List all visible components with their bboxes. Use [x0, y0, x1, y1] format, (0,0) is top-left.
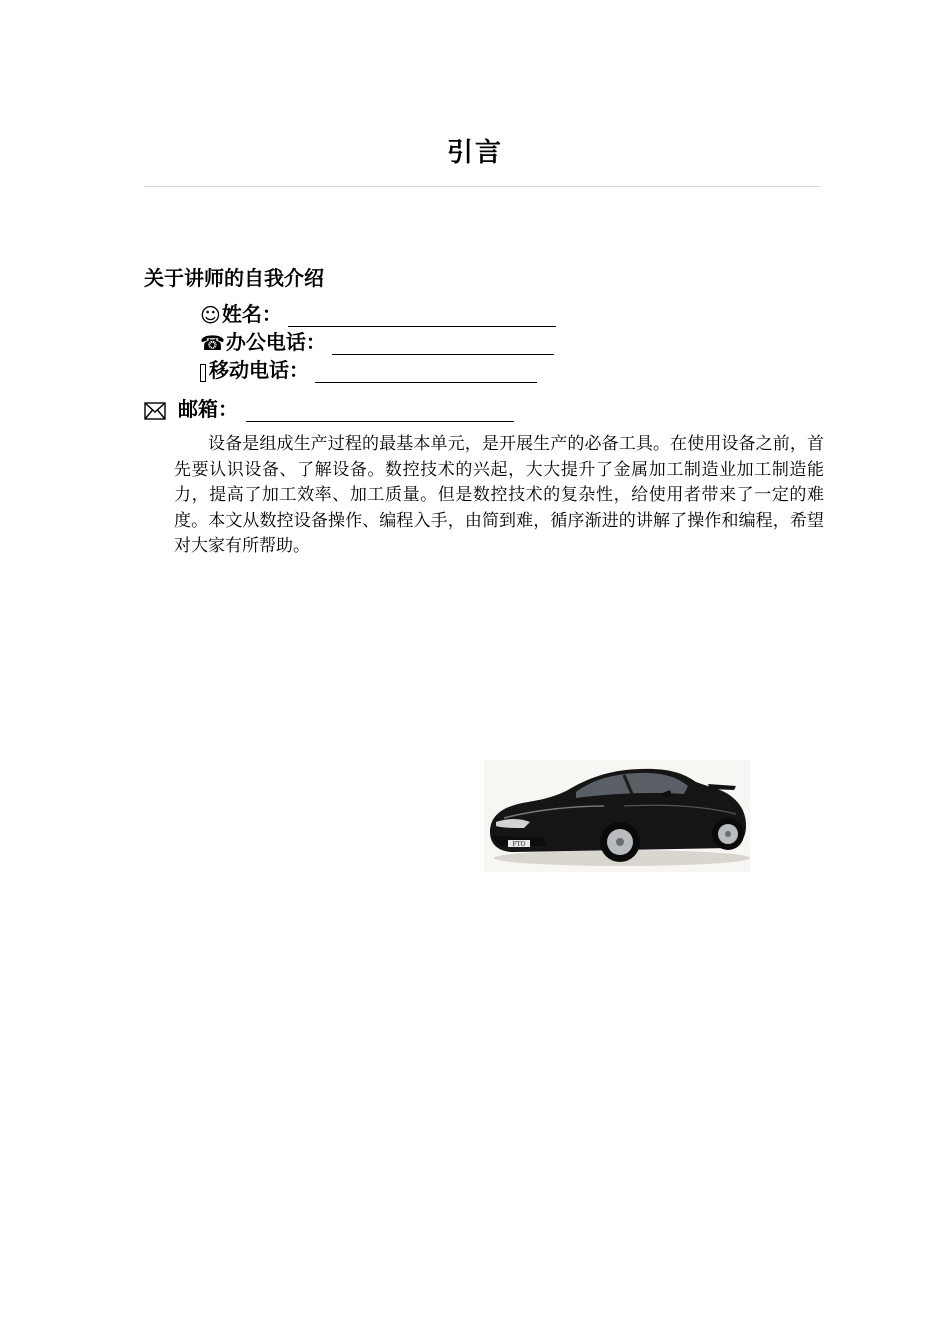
car-badge: FTO — [512, 841, 526, 848]
mobile-phone-icon — [200, 364, 206, 382]
mobile-phone-field — [200, 354, 537, 383]
name-blank-line — [288, 308, 556, 327]
office-phone-label: 办公电话： — [225, 330, 326, 354]
envelope-icon — [144, 402, 166, 422]
mobile-phone-label: 移动电话： — [209, 358, 309, 382]
section-heading: 关于讲师的自我介绍 — [144, 266, 324, 290]
email-label: 邮箱： — [178, 397, 238, 421]
title-divider — [144, 186, 820, 187]
email-field — [144, 393, 514, 422]
intro-paragraph: 设备是组成生产过程的最基本单元，是开展生产的必备工具。在使用设备之前，首先要认识设备、了解设备。数控技术的兴起，大大提升了金属加工制造业加工制造能力，提高了加工效率、加工质量。但是数控技术的复杂性，给使用者带来了一定的难度。本文从数控设备操作、编程入手，由简到难，循序渐进的讲解了操作和编程，希望对大家有所帮助。 — [174, 434, 824, 556]
mobile-phone-blank-line — [315, 364, 537, 383]
email-blank-line — [246, 403, 514, 422]
office-phone-blank-line — [332, 336, 554, 355]
name-label: 姓名： — [221, 302, 282, 326]
sports-car-image — [484, 760, 750, 872]
page-title: 引言 — [446, 138, 503, 168]
name-field — [200, 298, 556, 327]
smiley-icon: ☺ — [200, 303, 221, 327]
office-phone-field — [200, 326, 554, 355]
telephone-icon: ☎ — [200, 331, 225, 355]
